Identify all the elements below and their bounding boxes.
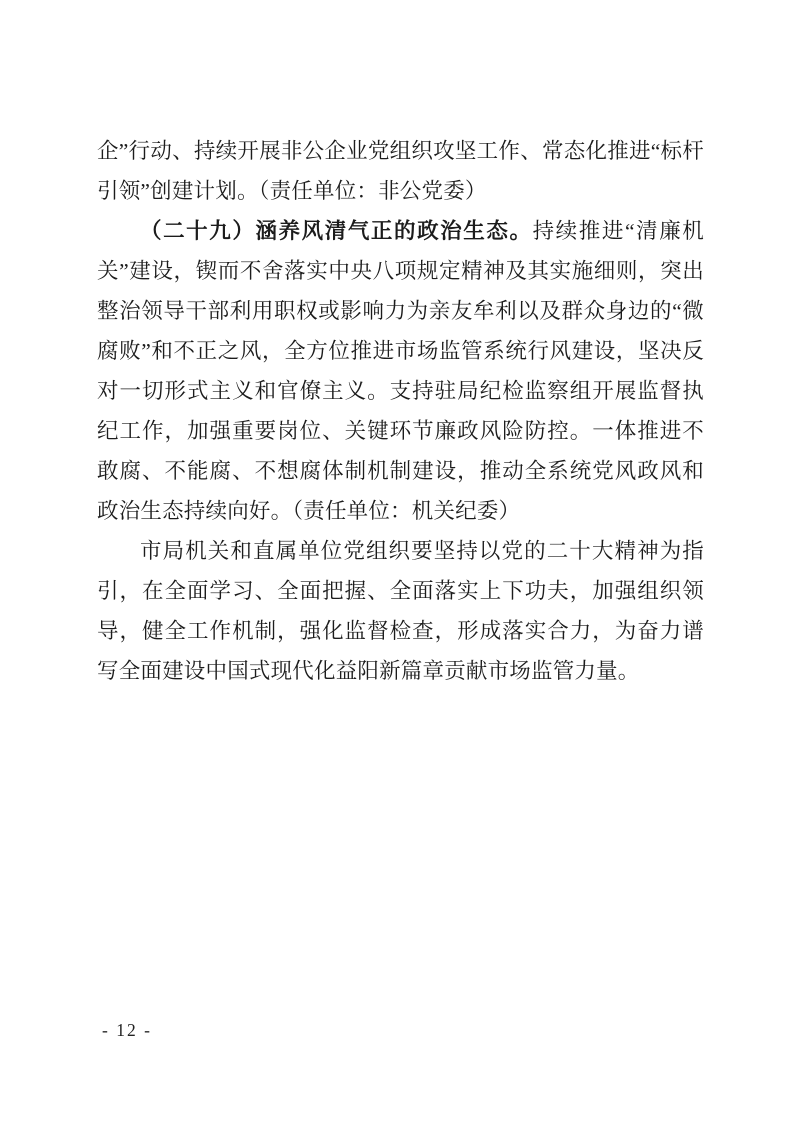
- paragraph-text: 持续推进“清廉机关”建设，锲而不舍落实中央八项规定精神及其实施细则，突出整治领导干部利用职权或影响力为亲友牟利以及群众身边的“微腐败”和不正之风，全方位推进市场监管系统行风建设，坚决反对一切形式主义和官僚主义。支持驻局纪检监察组开展监督执纪工作，加强重要岗位、关键环节廉政风险防控。一体推进不敢腐、不能腐、不想腐体制机制建设，推动全系统党风政风和政治生态持续向好。（责任单位：机关纪委）: [97, 219, 704, 523]
- paragraph-text: 企”行动、持续开展非公企业党组织攻坚工作、常态化推进“标杆引领”创建计划。（责任单位：非公党委）: [97, 139, 704, 203]
- page-number: - 12 -: [102, 1020, 152, 1040]
- paragraph-text: 市局机关和直属单位党组织要坚持以党的二十大精神为指引，在全面学习、全面把握、全面落实上下功夫，加强组织领导，健全工作机制，强化监督检查，形成落实合力，为奋力谱写全面建设中国式现代化益阳新篇章贡献市场监管力量。: [97, 539, 704, 683]
- document-body: [97, 131, 704, 691]
- paragraph-continuation: [97, 131, 704, 211]
- paragraph-section-29: [97, 211, 704, 531]
- section-heading: （二十九）涵养风清气正的政治生态。: [140, 219, 533, 243]
- paragraph-closing: [97, 531, 704, 691]
